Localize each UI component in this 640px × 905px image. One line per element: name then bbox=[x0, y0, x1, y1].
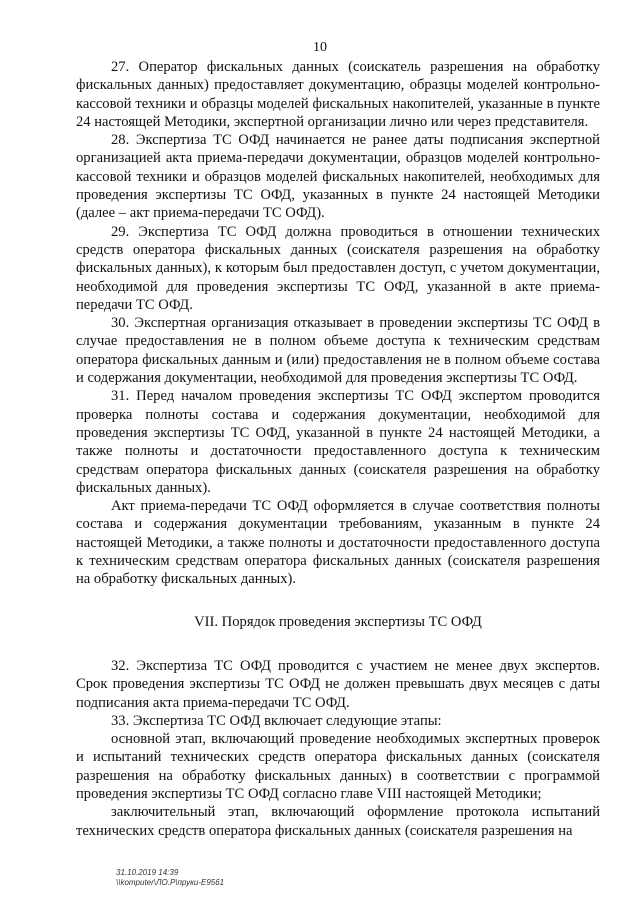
paragraph-29: 29. Экспертиза ТС ОФД должна проводиться в отношении технических средств оператора фискальных данных (соискателя разрешения на обработку фискальных данных), к которым был предоставлен доступ, с учетом документации, необходимой для проведения экспертизы ТС ОФД, указанной в акте приема-передачи ТС ОФД. bbox=[76, 223, 600, 313]
paragraph-main-stage: основной этап, включающий проведение необходимых экспертных проверок и испытаний технических средств оператора фискальных данных (соискателя разрешения на обработку фискальных данных) в соответствии с программой проведения экспертизы ТС ОФД согласно главе VIII настоящей Методики; bbox=[76, 731, 600, 802]
paragraph-27: 27. Оператор фискальных данных (соискатель разрешения на обработку фискальных данных) предоставляет документацию, образцы моделей контрольно-кассовой техники и образцы моделей фискальных накопителей, указанные в пункте 24 настоящей Методики, экспертной организации лично или через представителя. bbox=[76, 59, 600, 130]
paragraph-28: 28. Экспертиза ТС ОФД начинается не ранее даты подписания экспертной организацией акта приема-передачи документации, образцов моделей контрольно-кассовой техники и образцов моделей фискальных накопителей, необходимых для проведения экспертизы ТС ОФД, указанных в пункте 24 настоящей Методики (далее – акт приема-передачи ТС ОФД). bbox=[76, 132, 600, 222]
print-footer bbox=[116, 868, 224, 888]
paragraph-31: 31. Перед началом проведения экспертизы ТС ОФД экспертом проводится проверка полноты состава и содержания документации, необходимой для проведения экспертизы ТС ОФД, указанной в пункте 24 настоящей Методики, а также полноты и достаточности предоставленного доступа к техническим средствам оператора фискальных данных (соискателя разрешения на обработку фискальных данных). bbox=[76, 388, 600, 496]
paragraph-act: Акт приема-передачи ТС ОФД оформляется в случае соответствия полноты состава и содержания документации требованиям, указанным в пункте 24 настоящей Методики, а также полноты и достаточности предоставленного доступа к техническим средствам оператора фискальных данных (соискателя разрешения на обработку фискальных данных). bbox=[76, 498, 600, 588]
paragraph-30: 30. Экспертная организация отказывает в проведении экспертизы ТС ОФД в случае предоставления не в полном объеме доступа к техническим средствам оператора фискальных данным и (или) предоставления не в полном объеме состава и содержания документации, необходимой для проведения экспертизы ТС ОФД. bbox=[76, 315, 600, 387]
paragraph-33: 33. Экспертиза ТС ОФД включает следующие этапы: bbox=[111, 712, 442, 729]
print-timestamp: 31.10.2019 14:39 bbox=[116, 868, 179, 877]
page-number: 10 bbox=[313, 40, 327, 55]
document-body bbox=[76, 58, 600, 840]
paragraph-32: 32. Экспертиза ТС ОФД проводится с участием не менее двух экспертов. Срок проведения экспертизы ТС ОФД не должен превышать двух месяцев с даты подписания акта приема-передачи ТС ОФД. bbox=[76, 657, 600, 711]
paragraph-final-stage: заключительный этап, включающий оформление протокола испытаний технических средств оператора фискальных данных (соискателя разрешения на bbox=[76, 804, 600, 839]
section-heading: VII. Порядок проведения экспертизы ТС ОФД bbox=[194, 613, 482, 630]
file-path: \\komputer\ЛО.Р\пруки-Е9561 bbox=[116, 878, 225, 887]
